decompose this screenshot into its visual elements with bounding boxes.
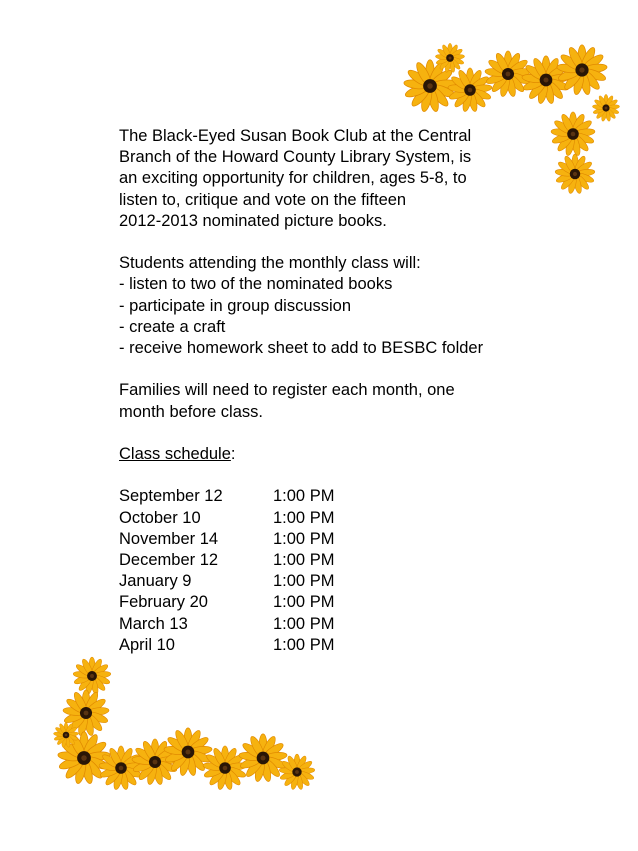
flower-icon — [279, 754, 315, 790]
flower-icon — [485, 51, 532, 97]
flower-icon — [555, 154, 595, 194]
flower-icon — [73, 657, 111, 695]
activities-paragraph — [119, 253, 559, 359]
registration-line: Families will need to register each month, one — [119, 381, 455, 400]
schedule-time: 1:00 PM — [273, 508, 335, 527]
schedule-title: Class schedule — [119, 445, 231, 463]
flower-icon — [592, 94, 620, 121]
schedule-date: January 9 — [119, 572, 192, 591]
schedule-row — [119, 614, 559, 635]
activity-item: - listen to two of the nominated books — [119, 275, 393, 294]
schedule-time: 1:00 PM — [273, 529, 335, 548]
schedule-date: April 10 — [119, 635, 175, 654]
schedule-time: 1:00 PM — [273, 572, 335, 591]
intro-line: an exciting opportunity for children, ages 5-8, to — [119, 169, 467, 188]
schedule-time: 1:00 PM — [273, 550, 335, 569]
flower-icon — [448, 68, 493, 112]
schedule-time: 1:00 PM — [273, 614, 335, 633]
schedule-heading — [119, 444, 559, 465]
activity-item: - receive homework sheet to add to BESBC folder — [119, 339, 484, 358]
schedule-row — [119, 571, 559, 592]
intro-paragraph — [119, 126, 559, 232]
registration-line: month before class. — [119, 402, 263, 421]
activity-item: - create a craft — [119, 317, 226, 336]
schedule-row — [119, 635, 559, 656]
intro-line: The Black-Eyed Susan Book Club at the Central — [119, 127, 472, 145]
intro-line: listen to, critique and vote on the fifteen — [119, 190, 407, 209]
activity-item: - participate in group discussion — [119, 296, 352, 315]
intro-line: Branch of the Howard County Library System, is — [119, 148, 472, 167]
schedule-date: September 12 — [119, 487, 223, 506]
schedule-time: 1:00 PM — [273, 487, 335, 506]
schedule-time: 1:00 PM — [273, 593, 335, 612]
schedule-row — [119, 508, 559, 529]
intro-line: 2012-2013 nominated picture books. — [119, 211, 387, 230]
schedule-date: February 20 — [119, 593, 208, 612]
registration-paragraph — [119, 380, 559, 422]
activities-heading: Students attending the monthly class will: — [119, 254, 421, 273]
schedule-date: October 10 — [119, 508, 201, 527]
schedule-date: December 12 — [119, 550, 219, 569]
schedule-table — [119, 486, 559, 656]
flower-icon — [203, 746, 248, 790]
schedule-date: November 14 — [119, 529, 219, 548]
flyer-text — [119, 126, 559, 656]
schedule-row — [119, 529, 559, 550]
schedule-date: March 13 — [119, 614, 188, 633]
schedule-colon: : — [230, 445, 236, 463]
schedule-row — [119, 592, 559, 613]
schedule-row — [119, 486, 559, 507]
schedule-row — [119, 550, 559, 571]
schedule-time: 1:00 PM — [273, 635, 335, 654]
